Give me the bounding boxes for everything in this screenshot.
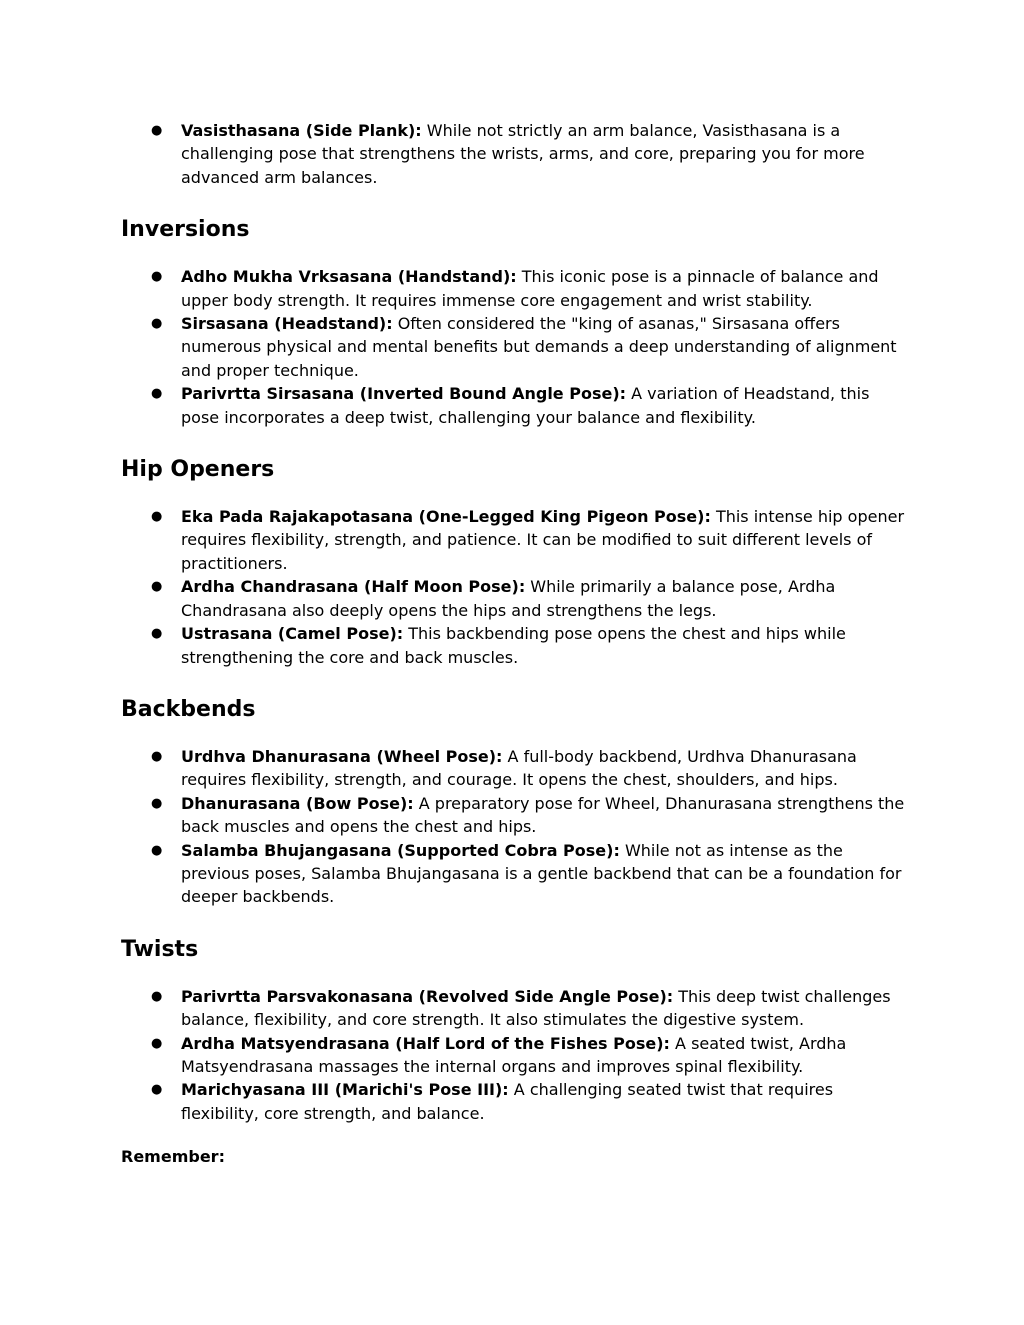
bullet-icon: ● — [151, 579, 163, 595]
list-item — [121, 985, 911, 1032]
bullet-icon: ● — [151, 626, 163, 642]
list-item — [121, 622, 911, 669]
hip-openers-list — [121, 505, 911, 669]
remember-label: Remember: — [121, 1147, 225, 1167]
list-item — [121, 312, 911, 382]
pose-description: A variation of Headstand, this pose incorporates a deep twist, challenging your balance and flexibility. — [181, 384, 870, 427]
list-item — [121, 505, 911, 575]
pose-description: A seated twist, Ardha Matsyendrasana massages the internal organs and improves spinal flexibility. — [181, 1033, 847, 1076]
intro-list — [121, 119, 911, 189]
pose-term: Ustrasana (Camel Pose): — [181, 624, 404, 644]
pose-description: While not strictly an arm balance, Vasisthasana is a challenging pose that strengthens the wrists, arms, and core, preparing you for more advanced arm balances. — [181, 121, 865, 187]
pose-description: This iconic pose is a pinnacle of balance and upper body strength. It requires immense core engagement and wrist stability. — [181, 267, 879, 310]
pose-description: Often considered the "king of asanas," Sirsasana offers numerous physical and mental benefits but demands a deep understanding of alignment and proper technique. — [181, 314, 897, 380]
twists-list — [121, 985, 911, 1125]
pose-term: Sirsasana (Headstand): — [181, 314, 393, 334]
section-heading-hip-openers: Hip Openers — [121, 457, 275, 483]
pose-term: Ardha Chandrasana (Half Moon Pose): — [181, 577, 526, 597]
list-item — [121, 839, 911, 909]
pose-description: This deep twist challenges balance, flexibility, and core strength. It also stimulates the digestive system. — [181, 986, 891, 1030]
pose-term: Dhanurasana (Bow Pose): — [181, 793, 414, 813]
bullet-icon: ● — [151, 509, 163, 525]
bullet-icon: ● — [151, 842, 163, 858]
list-item — [121, 1078, 911, 1125]
pose-term: Salamba Bhujangasana (Supported Cobra Pose): — [181, 840, 620, 860]
bullet-icon: ● — [151, 386, 163, 402]
pose-term: Adho Mukha Vrksasana (Handstand): — [181, 267, 517, 287]
list-item — [121, 575, 911, 622]
pose-description: A preparatory pose for Wheel, Dhanurasana strengthens the back muscles and opens the chest and hips. — [181, 793, 905, 837]
bullet-icon: ● — [151, 316, 163, 332]
bullet-icon: ● — [151, 748, 163, 764]
list-item — [121, 265, 911, 312]
pose-term: Parivrtta Parsvakonasana (Revolved Side Angle Pose): — [181, 986, 674, 1006]
bullet-icon: ● — [151, 123, 163, 138]
pose-description: While primarily a balance pose, Ardha Chandrasana also deeply opens the hips and strengthens the legs. — [181, 577, 836, 620]
list-item — [121, 745, 911, 792]
pose-description: This backbending pose opens the chest and hips while strengthening the core and back muscles. — [181, 624, 846, 667]
pose-term: Eka Pada Rajakapotasana (One-Legged King Pigeon Pose): — [181, 507, 711, 527]
document-page — [121, 119, 911, 1168]
list-item — [121, 119, 911, 189]
list-item — [121, 382, 911, 429]
section-heading-backbends: Backbends — [121, 696, 256, 722]
list-item — [121, 1032, 911, 1079]
pose-term: Urdhva Dhanurasana (Wheel Pose): — [181, 746, 503, 766]
bullet-icon: ● — [151, 269, 163, 285]
pose-description: While not as intense as the previous poses, Salamba Bhujangasana is a gentle backbend that can be a foundation for deeper backbends. — [181, 840, 902, 907]
pose-description: A challenging seated twist that requires flexibility, core strength, and balance. — [181, 1080, 834, 1123]
pose-description: A full-body backbend, Urdhva Dhanurasana requires flexibility, strength, and courage. It opens the chest, shoulders, and hips. — [181, 746, 857, 790]
pose-term: Vasisthasana (Side Plank): — [181, 121, 422, 140]
pose-term: Ardha Matsyendrasana (Half Lord of the Fishes Pose): — [181, 1033, 670, 1053]
pose-description: This intense hip opener requires flexibility, strength, and patience. It can be modified to suit different levels of practitioners. — [181, 507, 905, 573]
section-heading-inversions: Inversions — [121, 217, 250, 243]
pose-term: Parivrtta Sirsasana (Inverted Bound Angle Pose): — [181, 384, 627, 404]
pose-term: Marichyasana III (Marichi's Pose III): — [181, 1080, 509, 1100]
bullet-icon: ● — [151, 795, 163, 811]
backbends-list — [121, 745, 911, 909]
bullet-icon: ● — [151, 1082, 163, 1098]
section-heading-twists: Twists — [121, 936, 199, 962]
bullet-icon: ● — [151, 988, 163, 1004]
bullet-icon: ● — [151, 1035, 163, 1051]
inversions-list — [121, 265, 911, 429]
list-item — [121, 792, 911, 839]
